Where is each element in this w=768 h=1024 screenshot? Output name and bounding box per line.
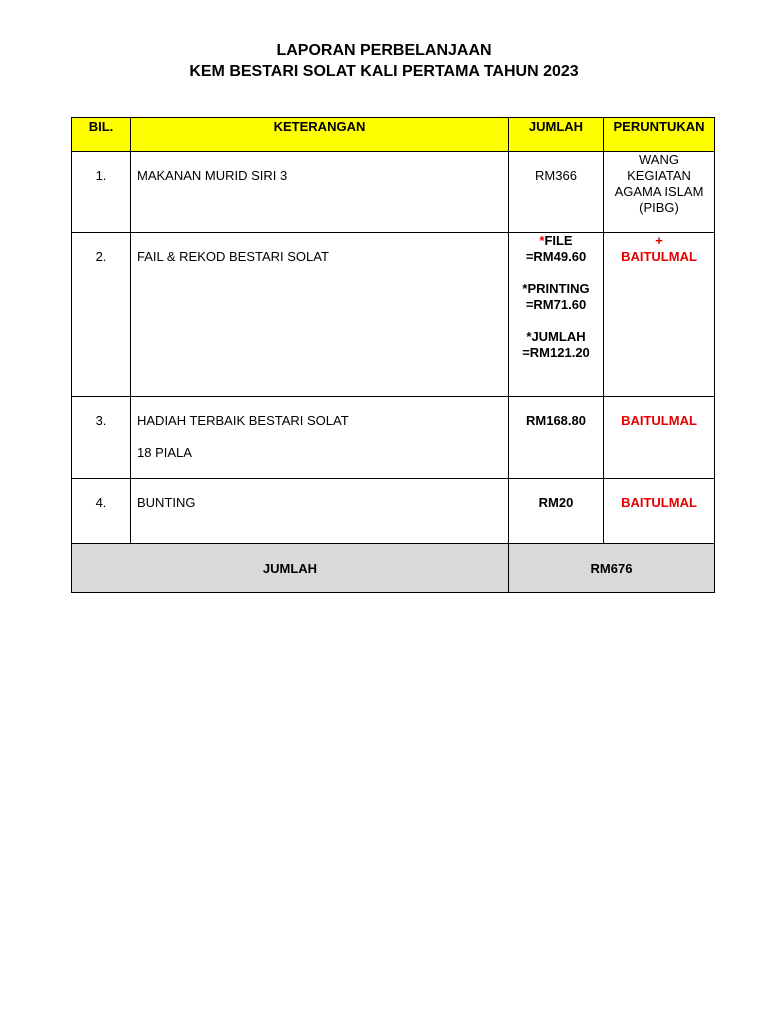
header-keterangan: KETERANGAN [131,118,509,152]
amount-item-file: *FILE [539,233,573,248]
allocation-line: (PIBG) [639,200,679,215]
row-amount-breakdown [509,233,604,397]
table-header-row [72,118,715,152]
row-description: MAKANAN MURID SIRI 3 [131,152,509,233]
amount-item-file-value: =RM49.60 [525,249,587,264]
amount-item-printing: *PRINTING [522,281,590,296]
report-title: LAPORAN PERBELANJAAN [276,42,492,59]
row-number: 3. [72,397,131,479]
total-value: RM676 [509,544,715,593]
row-allocation: BAITULMAL [604,479,715,544]
row-amount: RM366 [509,152,604,233]
allocation-baitulmal: BAITULMAL [621,249,697,264]
row-amount: RM168.80 [509,397,604,479]
table-row [72,233,715,397]
description-main: HADIAH TERBAIK BESTARI SOLAT [137,413,349,428]
row-allocation [604,152,715,233]
row-allocation: BAITULMAL [604,397,715,479]
row-number: 2. [72,233,131,397]
header-bil: BIL. [72,118,131,152]
allocation-plus: + [655,233,663,248]
row-number: 1. [72,152,131,233]
row-amount: RM20 [509,479,604,544]
allocation-line: WANG [639,152,679,167]
row-description [131,397,509,479]
header-peruntukan: PERUNTUKAN [604,118,715,152]
row-description: BUNTING [131,479,509,544]
total-label: JUMLAH [72,544,509,593]
table-row [72,152,715,233]
allocation-line: KEGIATAN [627,168,691,183]
description-sub: 18 PIALA [137,445,192,460]
header-jumlah: JUMLAH [509,118,604,152]
amount-item-total: *JUMLAH [526,329,586,344]
row-allocation [604,233,715,397]
amount-item-printing-value: =RM71.60 [525,297,587,312]
report-subtitle: KEM BESTARI SOLAT KALI PERTAMA TAHUN 2023 [189,63,579,80]
table-row [72,479,715,544]
table-row [72,397,715,479]
expense-table [71,117,715,593]
amount-item-total-value: =RM121.20 [522,345,590,360]
total-row [72,544,715,593]
allocation-line: AGAMA ISLAM [614,184,704,199]
row-number: 4. [72,479,131,544]
row-description: FAIL & REKOD BESTARI SOLAT [131,233,509,397]
